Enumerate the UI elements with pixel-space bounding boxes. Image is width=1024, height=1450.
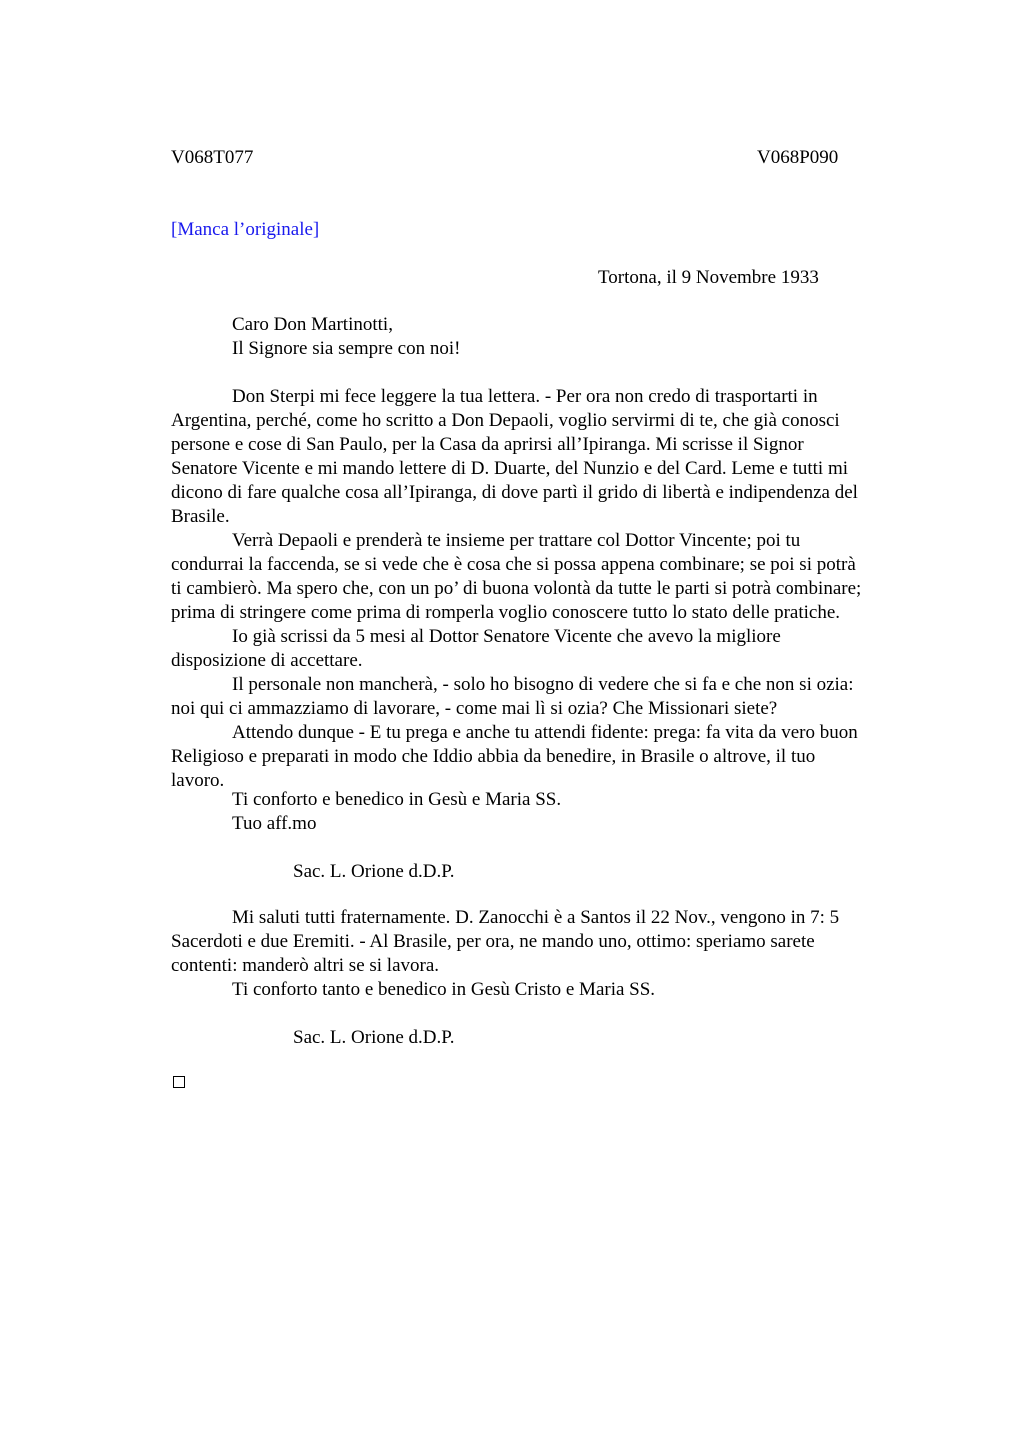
body-line: ti cambierò. Ma spero che, con un po’ di buona volontà da tutte le parti si potrà combinare; [171,578,862,599]
body-line: Religioso e preparati in modo che Iddio abbia da benedire, in Brasile o altrove, il tuo [171,746,816,767]
signature: Sac. L. Orione d.D.P. [293,861,455,882]
paragraph [171,625,931,673]
salutation [232,313,460,361]
body-line: Don Sterpi mi fece leggere la tua lettera. - Per ora non credo di trasportarti in [232,386,818,407]
body-line: noi qui ci ammazziamo di lavorare, - come mai lì si ozia? Che Missionari siete? [171,698,778,719]
body-line: condurrai la faccenda, se si vede che è cosa che si possa appena combinare; se poi si potrà [171,554,856,575]
paragraph [171,673,931,721]
postscript-line: Sacerdoti e due Eremiti. - Al Brasile, per ora, ne mando uno, ottimo: speriamo sarete [171,931,815,952]
postscript-line: Ti conforto tanto e benedico in Gesù Cristo e Maria SS. [232,979,656,1000]
letter-body [171,385,931,793]
letter-date: Tortona, il 9 Novembre 1933 [598,267,819,288]
body-line: Senatore Vicente e mi mando lettere di D. Duarte, del Nunzio e del Card. Leme e tutti mi [171,458,849,479]
body-line: Argentina, perché, come ho scritto a Don Depaoli, voglio servirmi di te, che già conosci [171,410,840,431]
original-missing-note: [Manca l’originale] [171,219,320,240]
signature: Sac. L. Orione d.D.P. [293,1027,455,1048]
body-line: prima di stringere come prima di romperla voglio conoscere tutto lo stato delle pratiche. [171,602,841,623]
closing-line: Tuo aff.mo [232,813,317,834]
body-line: Io già scrissi da 5 mesi al Dottor Senatore Vicente che avevo la migliore [232,626,781,647]
reference-code-left: V068T077 [171,147,254,168]
paragraph [171,385,931,529]
closing-line: Ti conforto e benedico in Gesù e Maria SS. [232,789,562,810]
reference-code-right: V068P090 [757,147,839,168]
postscript [171,906,931,1002]
paragraph [171,978,931,1002]
body-line: Verrà Depaoli e prenderà te insieme per trattare col Dottor Vincente; poi tu [232,530,801,551]
salutation-line: Caro Don Martinotti, [232,314,393,335]
body-line: Brasile. [171,506,230,527]
closing [232,788,561,836]
body-line: Il personale non mancherà, - solo ho bisogno di vedere che si fa e che non si ozia: [232,674,854,695]
body-line: Attendo dunque - E tu prega e anche tu attendi fidente: prega: fa vita da vero buon [232,722,858,743]
paragraph [171,721,931,793]
body-line: persone e cose di San Paulo, per la Casa da aprirsi all’Ipiranga. Mi scrisse il Signor [171,434,804,455]
paragraph [171,906,931,978]
postscript-line: contenti: manderò altri se si lavora. [171,955,440,976]
paragraph [171,529,931,625]
body-line: disposizione di accettare. [171,650,363,671]
postscript-line: Mi saluti tutti fraternamente. D. Zanocchi è a Santos il 22 Nov., vengono in 7: 5 [232,907,840,928]
salutation-line: Il Signore sia sempre con noi! [232,338,461,359]
body-line: lavoro. [171,770,225,791]
empty-square-icon [173,1076,185,1088]
body-line: dicono di fare qualche cosa all’Ipiranga, di dove partì il grido di libertà e indipendenza del [171,482,858,503]
